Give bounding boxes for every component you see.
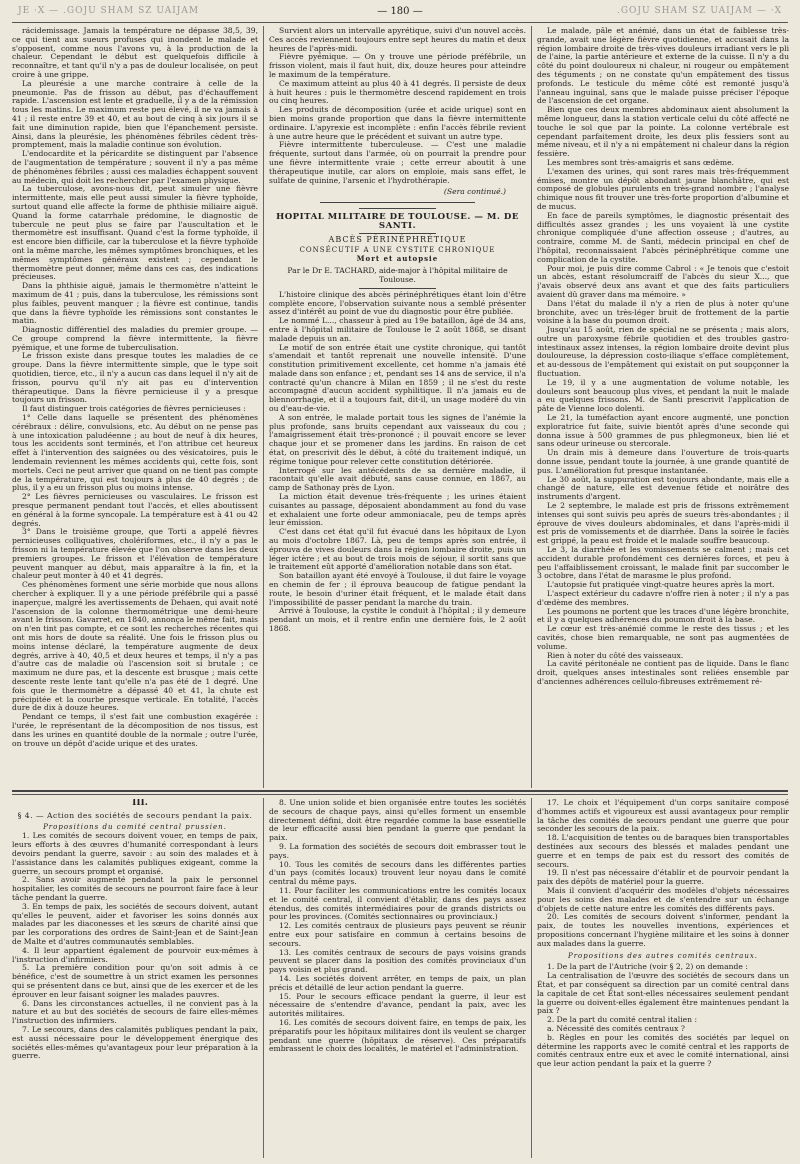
title-rule [359,233,436,234]
paragraph: Fièvre intermittente tuberculeuse. — C'est une maladie fréquente, surtout dans l'armée, où on pourrait la prendre pour une fièvre intermittente vraie ; cette erreur aboutit à une thérapeutique inutile, car alors on emploie, mais sans effet, le sulfate de quinine, l'arsenic et l'hydrothérapie. [269,140,526,185]
paragraph: A son entrée, le malade portait tous les signes de l'anémie la plus profonde, sans bruits cependant aux vaisseaux du cou ; l'amaigrissement était très-prononcé ; il pouvait encore se lever chaque jour et se promener dans les jardins. En raison de cet état, on prescrivit dès le début, à côté du traitement indiqué, un régime tonique pour relever cette constitution détériorée. [269,412,526,466]
paragraph: 6. Dans les circonstances actuelles, il ne convient pas à la nature et au but des sociétés de secours de faire elles-mêmes l'instruction des infirmiers. [12,998,258,1026]
bottom-column-3 [537,799,789,1157]
paragraph: 12. Les comités centraux de plusieurs pays peuvent se réunir entre eux pour satisfaire en commun à certains besoins de secours. [269,921,526,948]
paragraph: Pendant ce temps, il s'est fait une combustion exagérée : l'urée, le représentant de la décomposition de nos tissus, est dans les urines en quantité double de la normale ; outre l'urée, on trouve un dépôt d'acide urique et des urates. [12,712,258,748]
paragraph: Un drain mis à demeure dans l'ouverture de trois-quarts donne issue, pendant toute la journée, à une grande quantité de pus. L'amélioration fut presque instantanée. [537,448,789,475]
paragraph: 8. Une union solide et bien organisée entre toutes les sociétés de secours de chaque pays, ainsi qu'elles forment un ensemble directement défini, doit être regardée comme la base essentielle de leur efficacité aussi bien pendant la guerre que pendant la paix. [269,799,526,843]
paragraph: 1. Les comités de secours doivent vouer, en temps de paix, leurs efforts à des œuvres d'humanité correspondant à leurs devoirs pendant la guerre, savoir : au soin des malades et à l'assistance dans les calamités publiques exigeant, comme la guerre, un secours prompt et organisé. [12,831,258,876]
section-subheading: Propositions du comité central prussien. [43,822,227,831]
paragraph: La cavité péritonéale ne contient pas de liquide. Dans le flanc droit, quelques anses intestinales sont reliées ensemble par d'anciennes adhérences cellulo-fibreuses extrêmement ré- [537,659,789,686]
column-divider [263,798,264,1158]
column-divider [531,26,532,788]
section-divider-thin [12,794,788,795]
paragraph: Le 3, la diarrhée et les vomissements se calment ; mais cet accident durable profondément ces dernières forces, et peu à peu l'affaiblissement croissant, le malade finit par succomber le 3 octobre, dans l'état de marasme le plus profond. [537,545,789,581]
paragraph: 9. La formation des sociétés de secours doit embrasser tout le pays. [269,841,526,860]
paragraph: 20. Les comités de secours doivent s'informer, pendant la paix, de toutes les nouvelles inventions, expériences et propositions concernant l'hygiène militaire et les soins à donner aux malades dans la guerre. [537,912,789,948]
paragraph: L'autopsie fut pratiquée vingt-quatre heures après la mort. [547,580,775,590]
article-title: ABCÈS PÉRINÉPHRÉTIQUE [328,234,467,244]
bottom-column-2 [269,799,526,1157]
paragraph: 5. La première condition pour qu'on soit admis à ce bénéfice, c'est de soumettre à un strict examen les personnes qui se présentent dans ce but, ainsi que de les exercer et de les éprouver en leur faisant soigner les malades pauvres. [12,963,258,999]
paragraph: Le malade, pâle et anémié, dans un état de faiblesse très-grande, avait une légère fièvre quotidienne, et accusait dans la région lombaire droite de très-vives douleurs irradiant vers le pli de l'aine, la partie antérieure et externe de la cuisse. Il n'y a du côté du point douloureux ni chaleur, ni rougeur ou empâtement des téguments ; on ne constate qu'un empâtement des tissus profonds. Le testicule du même côté est remonté jusqu'à l'anneau inguinal, sans que le malade puisse préciser l'époque de l'ascension de cet organe. [537,27,789,106]
section-separator [359,208,436,209]
article-author: Par le Dr E. TACHARD, aide-major à l'hôpital militaire de Toulouse. [287,266,508,284]
paragraph: 3° Dans le troisième groupe, que Torti a appelé fièvres pernicieuses colliquatives, cholériformes, etc., il n'y a pas le frisson ni la température élevée que l'on observe dans les deux premiers groupes. Le frisson et l'élévation de température peuvent manquer au début, mais apparaître à la fin, et la chaleur peut monter à 40 et 41 degrés. [12,527,258,581]
paragraph: 11. Pour faciliter les communications entre les comités locaux et le comité central, il convient d'établir, dans des pays assez étendus, des comités intermédiaires pour de grands districts ou pour les provinces. (Comités sectionnaires ou provinciaux.) [269,885,526,922]
paragraph: L'histoire clinique des abcès périnéphrétiques étant loin d'être complète encore, l'observation suivante nous a semblé présenter assez d'intérêt au point de vue du diagnostic pour être publiée. [269,289,526,317]
paragraph: Ces phénomènes forment une série morbide que nous allons chercher à expliquer. Il y a une période préfébrile qui a passé inaperçue, malgré les avertissements de Dehaen, qui avait noté l'ascension de la colonne thermométrique une demi-heure avant le frisson. Gavarret, en 1840, annonça le même fait, mais on n'en tint pas compte, et ce sont les recherches récentes qui ont mis hors de doute sa réalité. Une fois le frisson plus ou moins intense déclaré, la température augmente de deux degrés, arrive à 40, 40,5 et deux heures et temps, il n'y a pas d'autre cas de maladie où l'ascension soit si brutale ; ce maximum ne dure pas, et la descente est brusque ; mais cette descente reste lente tant qu'elle n'a pas été de 1 degré. Une fois que le thermomètre a dépassé 40 et 41, la chute est précipitée et la courbe presque verticale. En totalité, l'accès dure de dix à douze heures. [12,580,258,713]
paragraph: Le 2 septembre, le malade est pris de frissons extrêmement intenses qui sont suivis peu après de sueurs très-abondantes ; il éprouve de vives douleurs abdominales, et dans l'après-midi il est pris de vomissements et de diarrhée. Dans la soirée le faciès est grippé, la peau est froide et le malade souffre beaucoup. [537,501,789,546]
header-rule [12,22,788,23]
paragraph: Arrivé à Toulouse, la cystite le conduit à l'hôpital ; il y demeure pendant un mois, et il rentre enfin une dernière fois, le 2 août 1868. [269,606,526,633]
paragraph: Le nommé L..., chasseur à pied au 19e bataillon, âgé de 34 ans, entre à l'hôpital militaire de Toulouse le 2 août 1868, se disant malade depuis un an. [269,316,526,343]
paragraph: Le 30 août, la suppuration est toujours abondante, mais elle a changé de nature, elle est devenue fétide et noirâtre des instruments d'argent. [537,474,789,502]
paragraph: En face de pareils symptômes, le diagnostic présentait des difficultés assez grandes ; les uns voyaient là une cystite chronique compliquée d'une affection osseuse ; d'autres, au contraire, comme M. de Santi, médecin principal en chef de l'hôpital, reconnaissaient l'abcès périnéphrétique comme une complication de la cystite. [537,210,789,264]
paragraph: La miction était devenue très-fréquente ; les urines étaient cuisantes au passage, déposaient abondamment au fond du vase et exhalaient une forte odeur ammoniacale, peu de temps après leur émission. [269,492,526,528]
paragraph: La centralisation de l'œuvre des sociétés de secours dans un État, et par conséquent sa direction par un comité central dans la capitale de cet État sont-elles nécessaires seulement pendant la guerre ou doivent-elles également être maintenues pendant la paix ? [537,971,789,1016]
column-divider [531,798,532,1158]
column-2 [269,27,526,787]
paragraph: Survient alors un intervalle apyrétique, suivi d'un nouvel accès. Ces accès reviennent toujours entre sept heures du matin et deux heures de l'après-midi. [269,27,526,53]
propositions-subheading: Propositions des autres comités centraux. [568,951,758,960]
section-heading: § 4. — Action des sociétés de secours pendant la paix. [17,810,253,820]
paragraph: 1° Celle dans laquelle se présentent des phénomènes cérébraux : délire, convulsions, etc. Au début on ne pense pas à une intoxication paludéenne ; au bout de neuf à dix heures, tous les accidents sont terminés, et l'on attribue cet heureux effet à l'intervention des saignées ou des vésicatoires, puis le lendemain reviennent les mêmes accidents qui, cette fois, sont mortels. Ceci ne peut arriver que quand on ne tient pas compte de la température, qui est toujours à plus de 40 degrés ; de plus, il y a eu un frisson plus ou moins intense. [12,413,258,493]
paragraph: Ce maximum atteint au plus 40 à 41 degrés. Il persiste de deux à huit heures : puis le thermomètre descend rapidement en trois ou cinq heures. [269,78,526,106]
paragraph: Interrogé sur les antécédents de sa dernière maladie, il racontait qu'elle avait débuté, sans cause connue, en 1867, au camp de Sathonay près de Lyon. [269,465,526,493]
paragraph: 4. Il leur appartient également de pourvoir eux-mêmes à l'instruction d'infirmiers. [12,945,258,964]
paragraph: Bien que ces deux membres abdominaux aient absolument la même longueur, dans la station verticale celui du côté affecté ne touche le sol que par la pointe. La colonne vertébrale est cependant parfaitement droite, les deux plis fessiers sont au même niveau, et il n'y a ni empâtement ni chaleur dans la région fessière. [537,105,789,159]
author-rule [359,288,436,289]
paragraph: L'endocardite et la péricardite se distinguent par l'absence de l'augmentation de température ; souvent il n'y a pas même de phénomènes fébriles ; aussi ces maladies échappent souvent au médecin, qui doit les rechercher par l'examen physique. [12,149,258,185]
paragraph: 10. Tous les comités de secours dans les différentes parties d'un pays (comités locaux) trouvent leur noyau dans le comité central du même pays. [269,859,526,887]
paragraph: 16. Les comités de secours doivent faire, en temps de paix, les préparatifs pour les hôpitaux militaires dont ils veulent se charger pendant une guerre (hôpitaux de réserve). Ces préparatifs embrassent le choix des localités, le matériel et l'administration. [269,1017,526,1054]
column-3 [537,27,789,787]
paragraph: 17. Le choix et l'équipement d'un corps sanitaire composé d'hommes actifs et vigoureux est aussi avantageux pour remplir la tâche des comités de secours pendant une guerre que pour seconder les secours de la paix. [537,799,789,834]
paragraph: 19. Il n'est pas nécessaire d'établir et de pourvoir pendant la paix des dépôts de matériel pour la guerre. [537,868,789,887]
paragraph: Dans la phthisie aiguë, jamais le thermomètre n'atteint le maximum de 41 ; puis, dans la tuberculose, les rémissions sont plus faibles, peuvent manquer ; la fièvre est continue, tandis que dans la fièvre typhoïde les rémissions sont constantes le matin. [12,281,258,326]
section-divider [12,790,788,792]
paragraph: Il faut distinguer trois catégories de fièvres pernicieuses : [22,404,246,414]
paragraph: L'examen des urines, qui sont rares mais très-fréquemment émises, montre un dépôt abondant jaune blanchâtre, qui est composé de globules purulents en très-grand nombre ; l'analyse chimique nous fit trouver une très-forte proportion d'albumine et de mucus. [537,166,789,211]
paragraph: 2. Sans avoir augmenté pendant la paix le personnel hospitalier, les comités de secours ne pourront faire face à leur tâche pendant la guerre. [12,875,258,902]
paragraph: 3. En temps de paix, les sociétés de secours doivent, autant qu'elles le peuvent, aider et favoriser les soins donnés aux malades par les diaconesses et les sœurs de charité ainsi que par les corporations des ordres de Saint-Jean et de Saint-Jean de Malte et d'autres communautés semblables. [12,901,258,946]
paragraph: Mais il convient d'acquérir des modèles d'objets nécessaires pour les soins des malades et de s'entendre sur un échange d'objets de cette nature entre les comités des différents pays. [537,885,789,913]
paragraph: Fièvre pyémique. — On y trouve une période préfébrile, un frisson violent, mais il faut huit, dix, douze heures pour atteindre le maximum de la température. [269,52,526,79]
paragraph: Diagnostic différentiel des maladies du premier groupe. — Ce groupe comprend la fièvre intermittente, la fièvre pyémique, et une forme de tuberculisation. [12,325,258,352]
paragraph: 2° Les fièvres pernicieuses ou vasculaires. Le frisson est presque permanent pendant tout l'accès, et elles aboutissent en général à la forme syncopale. La température est à 41 ou 42 degrés. [12,492,258,528]
section-separator [320,202,474,203]
bottom-column-1 [12,799,258,1157]
paragraph: 15. Pour le secours efficace pendant la guerre, il leur est nécessaire de s'entendre d'avance, pendant la paix, avec les autorités militaires. [269,991,526,1019]
bleed-through-text-left: JE ·X — .GOJU SHAM SZ UAIJAM [18,6,200,16]
article-subtitle: CONSÉCUTIF A UNE CYSTITE CHRONIQUE [299,245,496,254]
paragraph: C'est dans cet état qu'il fut évacué dans les hôpitaux de Lyon au mois d'octobre 1867. Là, peu de temps après son entrée, il éprouva de vives douleurs dans la région lombaire droite, puis un léger ictère ; et au bout de trois mois de séjour, il sortit sans que le traitement eût apporté d'amélioration notable dans son état. [269,527,526,572]
paragraph: Les membres sont très-amaigris et sans œdème. [547,157,734,167]
paragraph: Les poumons ne portent que les traces d'une légère bronchite, et il y a quelques adhérences du poumon droit à la base. [537,606,789,625]
page-number: — 180 — [377,6,423,17]
paragraph: Dans l'état du malade il n'y a rien de plus à noter qu'une bronchite, avec un très-léger bruit de frottement de la partie voisine à la base du poumon droit. [537,298,789,326]
paragraph: 14. Les sociétés doivent arrêter, en temps de paix, un plan précis et détaillé de leur action pendant la guerre. [269,973,526,992]
paragraph: 7. Le secours, dans des calamités publiques pendant la paix, est aussi nécessaire pour le développement énergique des sociétés elles-mêmes qu'avantageux pour leur préparation à la guerre. [12,1024,258,1061]
paragraph: Le 21, la tuméfaction ayant encore augmenté, une ponction exploratrice fut faite, suivie bientôt après d'une seconde qui donna issue à 500 grammes de pus phlegmoneux, bien lié et sans odeur urineuse ou stercorale. [537,413,789,449]
paragraph: Son bataillon ayant été envoyé à Toulouse, il dut faire le voyage en chemin de fer ; il éprouva beaucoup de fatigue pendant la route, le besoin d'uriner était fréquent, et le malade était dans l'impossibilité de passer pendant la marche du train. [269,571,526,607]
paragraph: 2. De la part du comité central italien : [547,1015,697,1025]
paragraph: a. Nécessité des comités centraux ? [547,1023,685,1033]
paragraph: 1. De la part de l'Autriche (voir § 2, 2) on demande : [547,962,748,972]
article-subtitle-2: Mort et autopsie [356,254,439,264]
paragraph: Pour moi, je puis dire comme Cabrol : « Je tenois que c'estoit un abcès, estant résolumcraiff de l'abcès du sieur X..., que j'avais observé deux ans avant et que des faits particuliers avaient dû graver dans ma mémoire. » [537,263,789,299]
paragraph: Les produits de décomposition (urée et acide urique) sont en bien moins grande proportion que dans la fièvre intermittente ordinaire. L'apyrexie est incomplète : enfin l'accès fébrile revient à une autre heure que le précédent et suivant un autre type. [269,105,526,141]
paragraph: 18. L'acquisition de tentes ou de baraques bien transportables destinées aux secours des blessés et malades pendant une guerre et en temps de paix est du ressort des comités de secours. [537,833,789,869]
paragraph: rácidemissage. Jamais la température ne dépasse 38,5, 39, ce qui tient aux sueurs profuses qui inondent le malade et s'opposent, comme nous l'avons vu, à la production de la chaleur. Cependant le début est quelquefois difficile à reconnaître, et tant qu'il n'y a pas de douleur localisée, on peut croire à une grippe. [12,27,258,79]
hospital-title: HOPITAL MILITAIRE DE TOULOUSE. — M. DE SANTI. [276,212,519,231]
column-1 [12,27,258,787]
paragraph: Jusqu'au 15 août, rien de spécial ne se présenta ; mais alors, outre un paroxysme fébrile quotidien et des troubles gastro-intestinaux assez intenses, la région lombaire droite devint plus douloureuse, la dépression costo-iliaque s'efface complètement, et au-dessous de l'empâtement qui existait on put soupçonner la fluctuation. [537,325,789,379]
paragraph: Le frisson existe dans presque toutes les maladies de ce groupe. Dans la fièvre intermittente simple, que le type soit quotidien, tierce, etc., il n'y a aucun cas dans lequel il n'y ait de frisson, pourvu qu'il n'y ait pas eu d'intervention thérapeutique. Dans la fièvre pernicieuse il y a presque toujours un frisson. [12,351,258,405]
paragraph: La pleurésie a une marche contraire à celle de la pneumonie. Pas de frisson au début, pas d'échauffement rapide. L'ascension est lente et graduelle, il y a de la rémission tous les matins. Le maximum reste peu élevé, il ne va jamais à 41 ; il reste entre 39 et 40, et au bout de cinq à six jours il se fait une diminution rapide, bien que l'épanchement persiste. Ainsi, dans la pleurésie, les phénomènes fébriles cèdent très-promptement, mais la maladie continue son évolution. [12,78,258,150]
paragraph: 13. Les comités centraux de secours de pays voisins grands peuvent se placer dans la position des comités provinciaux d'un pays voisin et plus grand. [269,947,526,975]
continued-note: (Sera continué.) [443,187,506,197]
column-divider [263,26,264,788]
paragraph: La tuberculose, avons-nous dit, peut simuler une fièvre intermittente, mais elle peut aussi simuler la fièvre typhoïde, surtout quand elle affecte la forme de phthisie miliaire aiguë. Quand la forme catarrhale prédomine, le diagnostic de tubercule ne peut plus se faire par l'auscultation et le thermomètre est insuffisant. Quand c'est la forme typhoïde, il est encore bien difficile, car la tuberculose et la fièvre typhoïde ont la même marche, les mêmes symptômes bronchiques, et les mêmes symptômes généraux existent ; cependant le thermomètre peut donner, même dans ces cas, des indications précieuses. [12,184,258,282]
paragraph: Le motif de son entrée était une cystite chronique, qui tantôt s'amendait et tantôt reprenait une nouvelle intensité. D'une constitution primitivement excellente, cet homme n'a jamais été malade dans son enfance ; et, pendant ses 14 ans de service, il n'a contracté qu'un chancre à Milan en 1859 ; il ne s'est du reste accompagné d'aucun accident syphilitique. Il n'a jamais eu de blennorrhagie, et il a toujours fait, dit-il, un usage modéré du vin ou d'eau-de-vie. [269,342,526,414]
bleed-through-text-right: .GOJU SHAM SZ UAIJAM — ·X [616,6,782,16]
paragraph: L'aspect extérieur du cadavre n'offre rien à noter ; il n'y a pas d'œdème des membres. [537,589,789,607]
paragraph: Rien à noter du côté des vaisseaux. [547,650,684,660]
section-numeral: III. [132,799,148,808]
paragraph: b. Règles en pour les comités des sociétés par lequel on détermine les rapports avec le comité central et les rapports de comités centraux entre eux et avec le comité international, ainsi que leur action pendant la paix et la guerre ? [537,1032,789,1069]
page-header [10,4,790,22]
paragraph: Le 19, il y a une augmentation de volume notable, les douleurs sont beaucoup plus vives, et pendant la nuit le malade a eu quelques frissons. M. de Santi prescrivit l'application de pâte de Vienne loco dolenti. [537,377,789,414]
paragraph: Le cœur est très-anémié comme le reste des tissus ; et les cavités, chose bien remarquable, ne sont pas augmentées de volume. [537,624,789,651]
